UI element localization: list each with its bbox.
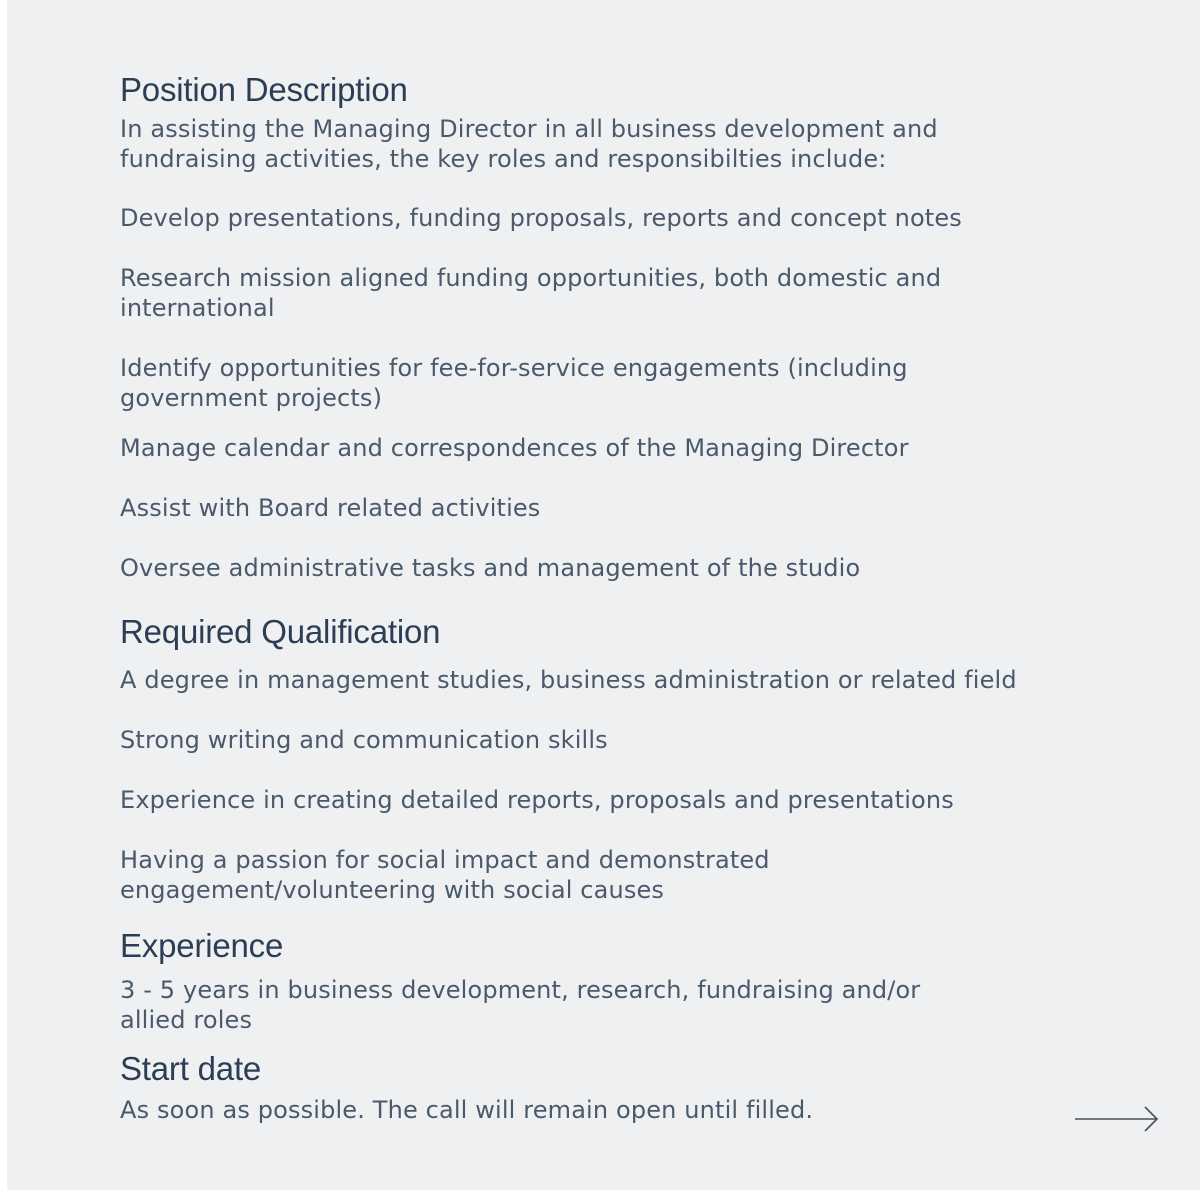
arrow-right-icon[interactable]	[1074, 1106, 1160, 1132]
start-date-text: As soon as possible. The call will remain open until filled.	[120, 1096, 814, 1124]
position-intro: In assisting the Managing Director in all business development and fundraising activities, the key roles and responsibilties include:	[120, 115, 938, 173]
qualification-item: Having a passion for social impact and demonstrated engagement/volunteering with social causes	[120, 846, 770, 904]
responsibility-item: Develop presentations, funding proposals, reports and concept notes	[120, 204, 962, 232]
qualification-item: Strong writing and communication skills	[120, 726, 608, 754]
responsibility-item: Manage calendar and correspondences of the Managing Director	[120, 434, 909, 462]
experience-text: 3 - 5 years in business development, research, fundraising and/or allied roles	[120, 976, 921, 1034]
qualification-item: A degree in management studies, business administration or related field	[120, 666, 1017, 694]
responsibility-item: Research mission aligned funding opportunities, both domestic and international	[120, 264, 942, 322]
start-date-heading: Start date	[120, 1050, 262, 1087]
responsibility-item: Identify opportunities for fee-for-service engagements (including government projects)	[120, 354, 908, 412]
required-qualification-heading: Required Qualification	[120, 613, 441, 650]
experience-heading: Experience	[120, 927, 284, 964]
job-details-panel	[7, 0, 1200, 1190]
responsibility-item: Assist with Board related activities	[120, 494, 541, 522]
responsibility-item: Oversee administrative tasks and management of the studio	[120, 554, 861, 582]
position-description-heading: Position Description	[120, 71, 408, 108]
qualification-item: Experience in creating detailed reports, proposals and presentations	[120, 786, 954, 814]
